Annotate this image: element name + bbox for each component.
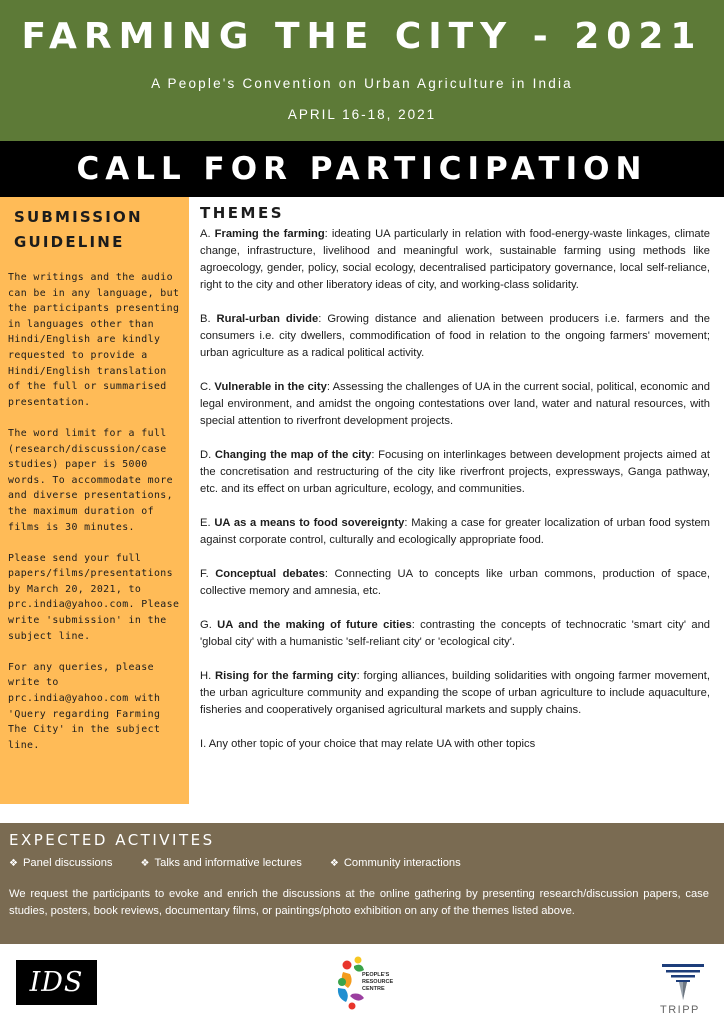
- theme-prefix: H.: [200, 670, 216, 682]
- theme-title: UA as a means to food sovereignty: [214, 517, 405, 529]
- theme-item: [200, 668, 710, 719]
- submission-title-line1: SUBMISSION: [14, 208, 143, 226]
- theme-text: : ideating UA particularly in relation with food-energy-waste linkages, climate change, infrastructure, livelihood and meaningful work, sustainable farming using methods like agroecology, gender, policy, social ecology, decentralised participatory governance, local self-reliance, right to the city and other liberatory ideas of city, and working-class solidarity.: [200, 228, 710, 291]
- theme-text: : Making a case for greater localization of urban food system against corporate control, culturally and ecologically appropriate food.: [200, 517, 711, 546]
- tripp-logo-text: TRIPP: [660, 1004, 700, 1016]
- submission-title: [14, 205, 184, 255]
- four-diamond-bullet-icon: ❖: [329, 857, 339, 869]
- theme-title: Vulnerable in the city: [214, 381, 327, 393]
- four-diamond-bullet-icon: ❖: [140, 857, 150, 869]
- activity-label: Talks and informative lectures: [154, 857, 302, 869]
- theme-title: Conceptual debates: [215, 568, 325, 580]
- activity-label: Community interactions: [343, 857, 461, 869]
- prc-line1: PEOPLE'S: [362, 972, 390, 978]
- activity-list: [9, 857, 489, 869]
- prc-line3: CENTRE: [362, 986, 385, 992]
- expected-title: EXPECTED ACTIVITES: [9, 831, 215, 849]
- theme-prefix: A.: [200, 228, 215, 240]
- activity-label: Panel discussions: [22, 857, 113, 869]
- theme-item: [200, 736, 710, 753]
- theme-item: [200, 379, 710, 430]
- theme-text: : forging alliances, building solidarities with ongoing farmer movement, the urban agriculture community and expanding the scope of urban agriculture to include aquaculture, fisheries and cooperatively organised agricultural markets and supply chains.: [200, 670, 710, 716]
- theme-title: Rising for the farming city: [215, 670, 357, 682]
- prc-line2: RESOURCE: [362, 979, 394, 985]
- theme-text: : Assessing the challenges of UA in the current social, political, economic and legal environment, and amidst the ongoing contestations over land, water and natural resources, with special attention to riverfront development projects.: [200, 381, 710, 427]
- theme-title: Framing the farming: [214, 228, 325, 240]
- theme-text: : Focusing on interlinkages between development projects aimed at the concretisation and restructuring of the city like riverfront projects, expressways, Ganga pathway, etc. and its effect on urban agriculture, ecology, and communities.: [200, 449, 710, 495]
- submission-paragraph: For any queries, please write to prc.india@yahoo.com with 'Query regarding Farming The City' in the subject line.: [8, 661, 161, 751]
- activity-item: [330, 857, 461, 869]
- event-dates: APRIL 16-18, 2021: [287, 107, 437, 122]
- theme-item: [200, 447, 710, 498]
- four-diamond-bullet-icon: ❖: [9, 857, 18, 869]
- activity-item: [141, 857, 302, 869]
- theme-item: [200, 311, 710, 362]
- prc-logo-text: [362, 972, 396, 993]
- theme-prefix: C.: [200, 381, 215, 393]
- expected-paragraph: We request the participants to evoke and enrich the discussions at the online gathering by presenting research/discussion papers, case studies, posters, book reviews, documentary films, or paintings/photo exhibition on any of the themes listed above.: [9, 888, 709, 917]
- theme-text: : contrasting the concepts of technocratic 'smart city' and 'global city' with a humanistic 'self-reliant city' or 'ecological city'.: [200, 619, 711, 648]
- submission-text: [8, 270, 184, 769]
- theme-title: UA and the making of future cities: [217, 619, 412, 631]
- theme-title: Rural-urban divide: [216, 313, 319, 325]
- theme-prefix: D.: [200, 449, 215, 461]
- expected-activities-section: [0, 823, 724, 944]
- activity-item: [9, 857, 113, 869]
- banner-text: CALL FOR PARTICIPATION: [76, 151, 648, 187]
- theme-item: [200, 515, 710, 549]
- theme-prefix: B.: [200, 313, 217, 325]
- call-banner: [0, 141, 724, 197]
- ids-logo: IDS: [16, 960, 97, 1005]
- page-title: FARMING THE CITY - 2021: [21, 16, 703, 57]
- submission-guideline-panel: [0, 197, 189, 804]
- theme-prefix: E.: [200, 517, 215, 529]
- theme-text: : Growing distance and alienation between producers i.e. farmers and the consumers i.e. city dwellers, commodification of food in relation to the ongoing farmers' movement; urban agriculture as a radical political activity.: [200, 313, 711, 359]
- submission-paragraph: Please send your full papers/films/presentations by March 20, 2021, to prc.india@yahoo.com. Please write 'submission' in the subject line.: [8, 552, 180, 642]
- theme-prefix: G.: [200, 619, 218, 631]
- theme-text: : Connecting UA to concepts like urban commons, production of space, collective memory and amnesia, etc.: [200, 568, 710, 597]
- submission-title-line2: GUIDELINE: [14, 233, 125, 251]
- theme-prefix: F.: [200, 568, 216, 580]
- theme-title: Changing the map of the city: [214, 449, 372, 461]
- themes-section: [200, 204, 710, 770]
- submission-paragraph: The writings and the audio can be in any language, but the participants presenting in languages other than Hindi/English are kindly requested to provide a Hindi/English translation of the full or summarised presentation.: [8, 272, 180, 408]
- theme-item: [200, 566, 710, 600]
- header: [0, 0, 724, 141]
- theme-item: [200, 617, 710, 651]
- themes-heading: THEMES: [200, 204, 285, 222]
- theme-prefix: I.: [200, 738, 209, 750]
- theme-text: Any other topic of your choice that may relate UA with other topics: [208, 738, 536, 750]
- page-subtitle: A People's Convention on Urban Agriculture in India: [151, 76, 573, 91]
- submission-paragraph: The word limit for a full (research/discussion/case studies) paper is 5000 words. To accommodate more and diverse presentations, the maximum duration of films is 30 minutes.: [8, 427, 173, 533]
- theme-item: [200, 226, 710, 294]
